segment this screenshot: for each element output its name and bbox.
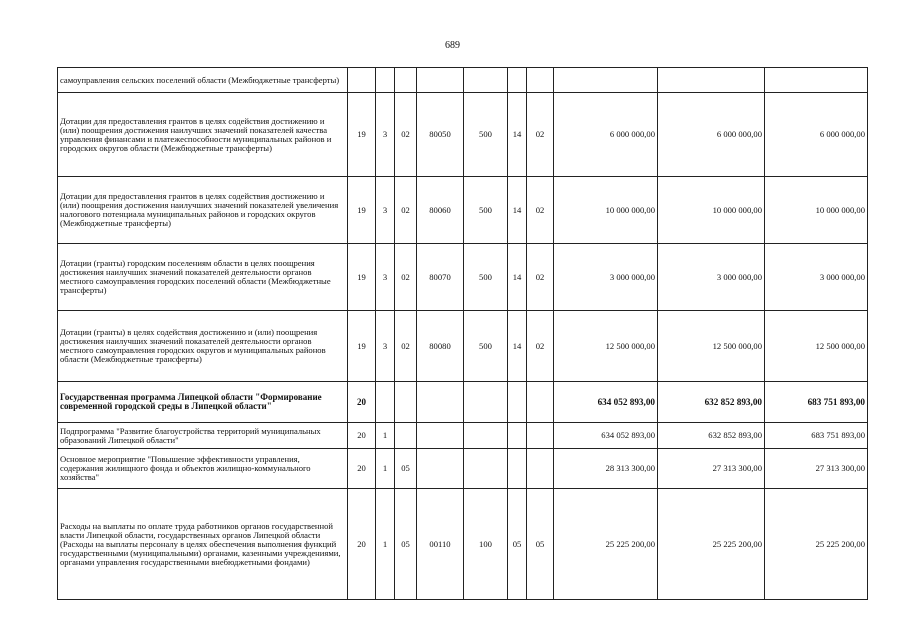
cell-program: 19 (348, 177, 376, 244)
cell-expense-type (464, 423, 508, 449)
cell-amount-1: 12 500 000,00 (554, 311, 658, 382)
cell-amount-2: 632 852 893,00 (658, 423, 765, 449)
table-row (58, 449, 868, 489)
cell-direction: 80070 (417, 244, 464, 311)
cell-direction (417, 449, 464, 489)
cell-section: 14 (508, 93, 527, 177)
cell-event: 02 (395, 311, 417, 382)
cell-amount-3: 25 225 200,00 (765, 489, 868, 600)
cell-section: 14 (508, 177, 527, 244)
cell-amount-1: 3 000 000,00 (554, 244, 658, 311)
cell-amount-3: 683 751 893,00 (765, 423, 868, 449)
table-row-program (58, 382, 868, 423)
cell-subsection (527, 382, 554, 423)
cell-subsection (527, 423, 554, 449)
cell-subprogram: 3 (376, 177, 395, 244)
cell-program: 19 (348, 244, 376, 311)
cell-subsection: 02 (527, 177, 554, 244)
cell-direction: 00110 (417, 489, 464, 600)
cell-amount-1: 6 000 000,00 (554, 93, 658, 177)
cell-subsection: 02 (527, 93, 554, 177)
cell-event (395, 423, 417, 449)
cell-amount-2: 27 313 300,00 (658, 449, 765, 489)
cell-amount-2: 3 000 000,00 (658, 244, 765, 311)
cell-subprogram: 3 (376, 93, 395, 177)
cell-expense-type: 100 (464, 489, 508, 600)
cell-amount-3: 6 000 000,00 (765, 93, 868, 177)
row-name: Расходы на выплаты по оплате труда работников органов государственной власти Липецкой области, государственных органов Липецкой области (Расходы на выплаты персоналу в целях обеспечения выполнения функций государственными (муниципальными) органами, казенными учреждениями, органами управления государственными внебюджетными фондами) (58, 489, 348, 600)
cell-event: 02 (395, 177, 417, 244)
cell-amount-1: 25 225 200,00 (554, 489, 658, 600)
budget-table-body (58, 68, 868, 600)
table-row (58, 244, 868, 311)
cell-program: 20 (348, 489, 376, 600)
cell-event: 02 (395, 244, 417, 311)
cell-expense-type: 500 (464, 244, 508, 311)
cell-amount-2: 6 000 000,00 (658, 93, 765, 177)
cell-subprogram: 3 (376, 244, 395, 311)
cell-section (508, 449, 527, 489)
row-name: Основное мероприятие "Повышение эффективности управления, содержания жилищного фонда и объектов жилищно-коммунального хозяйства" (58, 449, 348, 489)
row-name: Дотации для предоставления грантов в целях содействия достижению и (или) поощрения достижения наилучших значений показателей увеличения налогового потенциала муниципальных районов и городских округов (Межбюджетные трансферты) (58, 177, 348, 244)
cell-program: 20 (348, 449, 376, 489)
cell-amount-3: 12 500 000,00 (765, 311, 868, 382)
row-name: самоуправления сельских поселений области (Межбюджетные трансферты) (58, 68, 348, 93)
cell-program: 19 (348, 311, 376, 382)
cell-expense-type (464, 382, 508, 423)
table-row (58, 311, 868, 382)
cell-amount-1: 28 313 300,00 (554, 449, 658, 489)
cell-subprogram: 1 (376, 423, 395, 449)
cell-direction (417, 423, 464, 449)
cell-section: 05 (508, 489, 527, 600)
row-name: Подпрограмма "Развитие благоустройства территорий муниципальных образований Липецкой области" (58, 423, 348, 449)
cell-amount-1: 634 052 893,00 (554, 382, 658, 423)
cell-subsection: 02 (527, 244, 554, 311)
cell-program: 19 (348, 93, 376, 177)
cell-section: 14 (508, 311, 527, 382)
table-row (58, 489, 868, 600)
cell-subprogram: 1 (376, 489, 395, 600)
cell-event (395, 382, 417, 423)
cell-section (508, 423, 527, 449)
cell-amount-2: 25 225 200,00 (658, 489, 765, 600)
row-name: Дотации (гранты) в целях содействия достижению и (или) поощрения достижения наилучших значений показателей деятельности органов местного самоуправления городских округов и муниципальных районов области (Межбюджетные трансферты) (58, 311, 348, 382)
cell-amount-1: 10 000 000,00 (554, 177, 658, 244)
table-row (58, 68, 868, 93)
cell-amount-3: 10 000 000,00 (765, 177, 868, 244)
cell-section: 14 (508, 244, 527, 311)
cell-subsection: 02 (527, 311, 554, 382)
cell-subprogram (376, 382, 395, 423)
cell-direction: 80050 (417, 93, 464, 177)
cell-subsection (527, 449, 554, 489)
cell-amount-3: 27 313 300,00 (765, 449, 868, 489)
cell-direction (417, 382, 464, 423)
cell-amount-3: 3 000 000,00 (765, 244, 868, 311)
cell-subprogram: 3 (376, 311, 395, 382)
cell-direction: 80060 (417, 177, 464, 244)
cell-expense-type: 500 (464, 93, 508, 177)
cell-event: 05 (395, 449, 417, 489)
cell-amount-3: 683 751 893,00 (765, 382, 868, 423)
cell-amount-2: 12 500 000,00 (658, 311, 765, 382)
page-number: 689 (445, 40, 460, 51)
cell-program: 20 (348, 382, 376, 423)
cell-amount-1: 634 052 893,00 (554, 423, 658, 449)
table-row (58, 423, 868, 449)
row-name: Дотации для предоставления грантов в целях содействия достижению и (или) поощрения достижения наилучших значений показателей качества управления финансами и платежеспособности муниципальных районов и городских округов области (Межбюджетные трансферты) (58, 93, 348, 177)
table-row (58, 177, 868, 244)
cell-section (508, 382, 527, 423)
row-name: Дотации (гранты) городским поселениям области в целях поощрения достижения наилучших значений показателей деятельности органов местного самоуправления городских поселений области (Межбюджетные трансферты) (58, 244, 348, 311)
cell-direction: 80080 (417, 311, 464, 382)
cell-subprogram: 1 (376, 449, 395, 489)
cell-amount-2: 10 000 000,00 (658, 177, 765, 244)
table-row (58, 93, 868, 177)
budget-table (57, 67, 868, 600)
cell-amount-2: 632 852 893,00 (658, 382, 765, 423)
cell-expense-type (464, 449, 508, 489)
cell-event: 05 (395, 489, 417, 600)
cell-event: 02 (395, 93, 417, 177)
cell-program: 20 (348, 423, 376, 449)
cell-expense-type: 500 (464, 177, 508, 244)
cell-expense-type: 500 (464, 311, 508, 382)
cell-subsection: 05 (527, 489, 554, 600)
row-name: Государственная программа Липецкой области "Формирование современной городской среды в Липецкой области" (58, 382, 348, 423)
